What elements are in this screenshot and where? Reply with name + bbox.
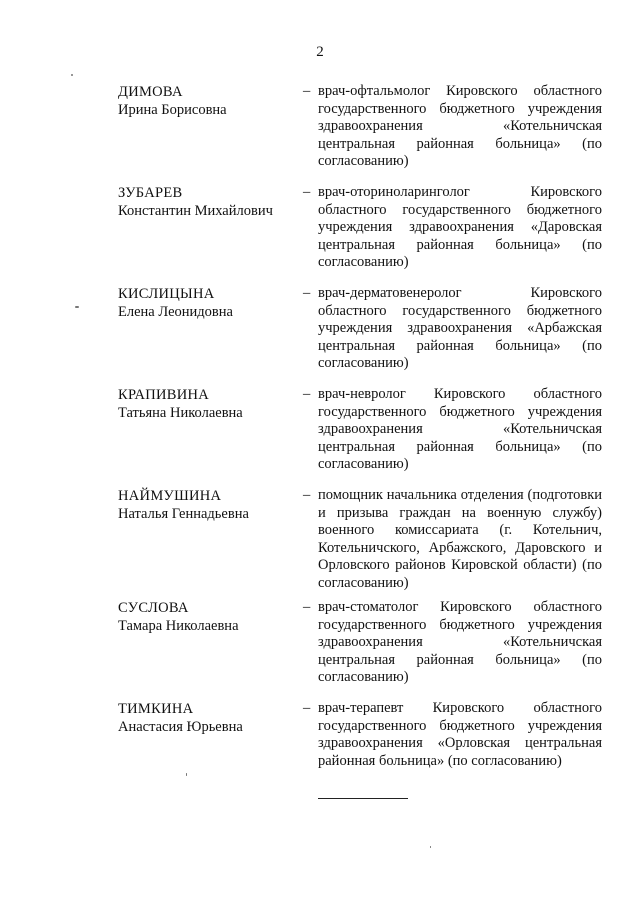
list-item [118,487,602,599]
dash-separator: – [303,184,311,200]
person-name [118,83,303,119]
dash-separator: – [303,285,311,301]
given-names: Татьяна Николаевна [118,405,243,421]
list-item [118,83,602,184]
page-number: 2 [316,44,324,60]
position-description: врач-терапевт Кировского областного государственного бюджетного учреждения здравоохранения «Орловская центральная районная больница» (по согласованию) [318,700,602,769]
surname: ЗУБАРЕВ [118,185,183,201]
person-name [118,184,303,220]
given-names: Анастасия Юрьевна [118,719,243,735]
given-names: Тамара Николаевна [118,618,239,634]
dash-separator: – [303,83,311,99]
given-names: Наталья Геннадьевна [118,506,249,522]
position-description: врач-оториноларинголог Кировского областного государственного бюджетного учреждения здравоохранения «Даровская центральная районная больница» (по согласованию) [318,184,602,270]
surname: НАЙМУШИНА [118,488,222,504]
position-description: помощник начальника отделения (подготовки и призыва граждан на военную службу) военного комиссариата (г. Котельнич, Котельничского, Арбажского, Даровского и Орловского районов Кировской области) (по согласованию) [318,487,602,591]
surname: ДИМОВА [118,84,183,100]
person-name [118,599,303,635]
surname: СУСЛОВА [118,600,189,616]
position-description: врач-стоматолог Кировского областного государственного бюджетного учреждения здравоохранения «Котельничская центральная районная больница» (по согласованию) [318,599,602,685]
surname: КРАПИВИНА [118,387,210,403]
dash-separator: – [303,386,311,402]
dash-separator: – [303,487,311,503]
member-list [118,83,602,801]
person-name [118,285,303,321]
dash-separator: – [303,700,311,716]
person-name [118,700,303,736]
list-item [118,184,602,285]
scan-speck [75,306,79,308]
surname: ТИМКИНА [118,701,194,717]
scan-speck [430,846,431,848]
given-names: Ирина Борисовна [118,102,227,118]
list-item [118,285,602,386]
surname: КИСЛИЦЫНА [118,286,215,302]
person-name [118,386,303,422]
list-item [118,700,602,801]
end-of-list-rule [318,798,408,799]
list-item [118,386,602,487]
person-name [118,487,303,523]
position-description: врач-офтальмолог Кировского областного государственного бюджетного учреждения здравоохранения «Котельничская центральная районная больница» (по согласованию) [318,83,602,169]
list-item [118,599,602,700]
dash-separator: – [303,599,311,615]
given-names: Константин Михайлович [118,203,273,219]
scan-speck [186,773,187,776]
position-description: врач-невролог Кировского областного государственного бюджетного учреждения здравоохранения «Котельничская центральная районная больница» (по согласованию) [318,386,602,472]
given-names: Елена Леонидовна [118,304,233,320]
position-description: врач-дерматовенеролог Кировского областного государственного бюджетного учреждения здравоохранения «Арбажская центральная районная больница» (по согласованию) [318,285,602,371]
scan-speck [71,74,73,76]
